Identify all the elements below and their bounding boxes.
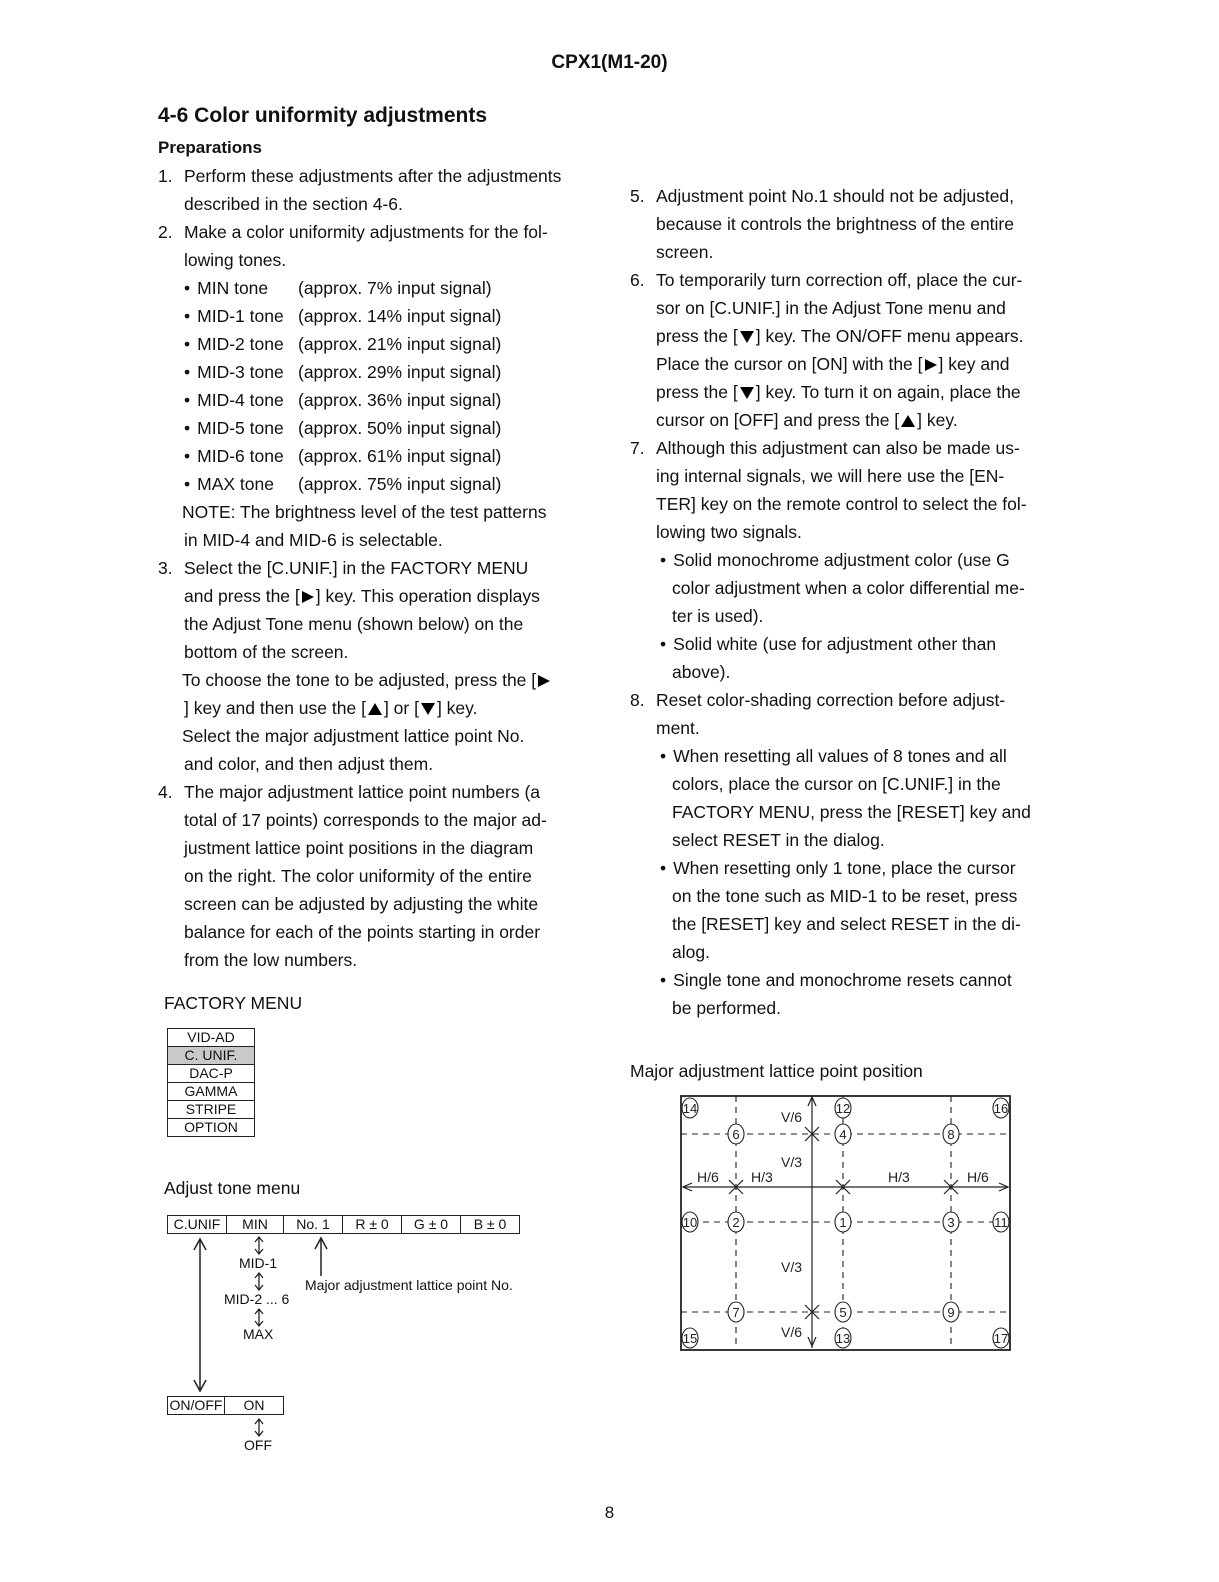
right-arrow-icon (302, 591, 314, 603)
lattice-point-15 (682, 1328, 698, 1348)
preparations-heading: Preparations (158, 138, 262, 157)
lattice-point-4 (835, 1124, 851, 1144)
cell-b: B ± 0 (461, 1216, 520, 1234)
label-v6-top: V/6 (781, 1109, 803, 1125)
tone-max: MAX (243, 1326, 274, 1342)
item-1: 1. Perform these adjustments after the adjustments (158, 166, 562, 186)
svg-text:9: 9 (947, 1305, 955, 1320)
cycle-arrow (255, 1237, 263, 1254)
svg-text:5: 5 (839, 1305, 847, 1320)
item-7: 7. Although this adjustment can also be made us- (630, 438, 1020, 458)
off-label: OFF (244, 1437, 272, 1453)
cell-g: G ± 0 (402, 1216, 461, 1234)
item-5: 5. Adjustment point No.1 should not be adjusted, (630, 186, 1015, 206)
factory-menu (167, 1028, 255, 1137)
lattice-point-16 (993, 1098, 1009, 1118)
item-2: 2. Make a color uniformity adjustments for the fol- (158, 222, 548, 242)
list-item: • MID-2 tone (approx. 21% input signal) (184, 330, 284, 358)
page-header: CPX1(M1-20) (551, 52, 668, 73)
item-6: 6. To temporarily turn correction off, place the cur- (630, 270, 1023, 290)
cell-r: R ± 0 (343, 1216, 402, 1234)
lattice-point-10 (682, 1212, 698, 1232)
cell-point-no: No. 1 (284, 1216, 343, 1234)
label-v3-bottom: V/3 (781, 1259, 803, 1275)
list-item: • Solid white (use for adjustment other than (660, 630, 996, 658)
lattice-diagram (670, 1090, 1020, 1360)
svg-text:6: 6 (732, 1127, 740, 1142)
menu-item-stripe: STRIPE (168, 1101, 255, 1119)
item-8: 8. Reset color-shading correction before adjust- (630, 690, 1006, 710)
list-item: • When resetting only 1 tone, place the cursor (660, 854, 1016, 882)
lattice-point-14 (682, 1098, 698, 1118)
note: NOTE: The brightness level of the test patterns (182, 502, 547, 522)
item-4: 4. The major adjustment lattice point numbers (a (158, 782, 540, 802)
svg-text:11: 11 (994, 1215, 1008, 1230)
adjust-tone-label: Adjust tone menu (164, 1178, 301, 1198)
up-arrow-icon (901, 415, 915, 427)
lattice-points (682, 1098, 1009, 1348)
label-h6-left: H/6 (697, 1169, 719, 1185)
right-arrow-icon (538, 675, 550, 687)
svg-text:3: 3 (947, 1215, 955, 1230)
adjust-tone-arrows (160, 1230, 560, 1470)
svg-text:10: 10 (682, 1215, 698, 1230)
lattice-point-13 (835, 1328, 851, 1348)
down-arrow-icon (740, 387, 754, 399)
label-h6-right: H/6 (967, 1169, 989, 1185)
menu-item-gamma: GAMMA (168, 1083, 255, 1101)
svg-text:12: 12 (835, 1101, 851, 1116)
label-v3-top: V/3 (781, 1154, 803, 1170)
svg-text:13: 13 (835, 1331, 851, 1346)
list-item: • MID-5 tone (approx. 50% input signal) (184, 414, 284, 442)
lattice-point-8 (943, 1124, 959, 1144)
down-arrow-icon (421, 703, 435, 715)
menu-item-c-unif: C. UNIF. (168, 1047, 255, 1065)
factory-menu-label: FACTORY MENU (164, 993, 303, 1013)
menu-item-dac-p: DAC-P (168, 1065, 255, 1083)
lattice-point-3 (943, 1212, 959, 1232)
list-item: • When resetting all values of 8 tones and all (660, 742, 1007, 770)
svg-text:1: 1 (839, 1215, 847, 1230)
list-item: • MIN tone (approx. 7% input signal) (184, 274, 268, 302)
page-number: 8 (604, 1503, 615, 1522)
lattice-point-1 (835, 1212, 851, 1232)
lattice-point-2 (728, 1212, 744, 1232)
list-item: • MAX tone (approx. 75% input signal) (184, 470, 274, 498)
item-3: 3. Select the [C.UNIF.] in the FACTORY MENU (158, 558, 529, 578)
list-item: • MID-3 tone (approx. 29% input signal) (184, 358, 284, 386)
list-item: • MID-6 tone (approx. 61% input signal) (184, 442, 284, 470)
down-arrow-icon (740, 331, 754, 343)
svg-text:17: 17 (993, 1331, 1009, 1346)
lattice-point-7 (728, 1302, 744, 1322)
cell-onoff: ON/OFF (168, 1397, 225, 1415)
lattice-point-6 (728, 1124, 744, 1144)
list-item: • Single tone and monochrome resets cannot (660, 966, 1012, 994)
svg-text:7: 7 (732, 1305, 740, 1320)
svg-text:14: 14 (682, 1101, 698, 1116)
svg-text:15: 15 (682, 1331, 698, 1346)
lattice-point-pointer-label: Major adjustment lattice point No. (305, 1277, 513, 1293)
cell-on: ON (225, 1397, 284, 1415)
svg-text:8: 8 (947, 1127, 955, 1142)
cell-tone: MIN (227, 1216, 284, 1234)
lattice-point-17 (993, 1328, 1009, 1348)
list-item: • MID-1 tone (approx. 14% input signal) (184, 302, 284, 330)
lattice-point-12 (835, 1098, 851, 1118)
menu-item-option: OPTION (168, 1119, 255, 1137)
tone-mid-2-6: MID-2 ... 6 (224, 1291, 290, 1307)
menu-item-vid-ad: VID-AD (168, 1029, 255, 1047)
tone-mid-1: MID-1 (239, 1255, 278, 1271)
label-h3-right: H/3 (888, 1169, 910, 1185)
svg-text:2: 2 (732, 1215, 740, 1230)
up-arrow-icon (368, 703, 382, 715)
lattice-point-11 (993, 1212, 1009, 1232)
label-h3-left: H/3 (751, 1169, 773, 1185)
lattice-point-9 (943, 1302, 959, 1322)
lattice-title: Major adjustment lattice point position (630, 1061, 923, 1081)
lattice-point-5 (835, 1302, 851, 1322)
right-arrow-icon (925, 359, 937, 371)
label-v6-bottom: V/6 (781, 1324, 803, 1340)
svg-text:4: 4 (839, 1127, 847, 1142)
list-item: • MID-4 tone (approx. 36% input signal) (184, 386, 284, 414)
list-item: • Solid monochrome adjustment color (use G (660, 546, 1010, 574)
svg-text:16: 16 (993, 1101, 1009, 1116)
cell-c-unif: C.UNIF (168, 1216, 227, 1234)
section-title: 4-6 Color uniformity adjustments (158, 104, 488, 127)
onoff-menu (167, 1396, 284, 1415)
